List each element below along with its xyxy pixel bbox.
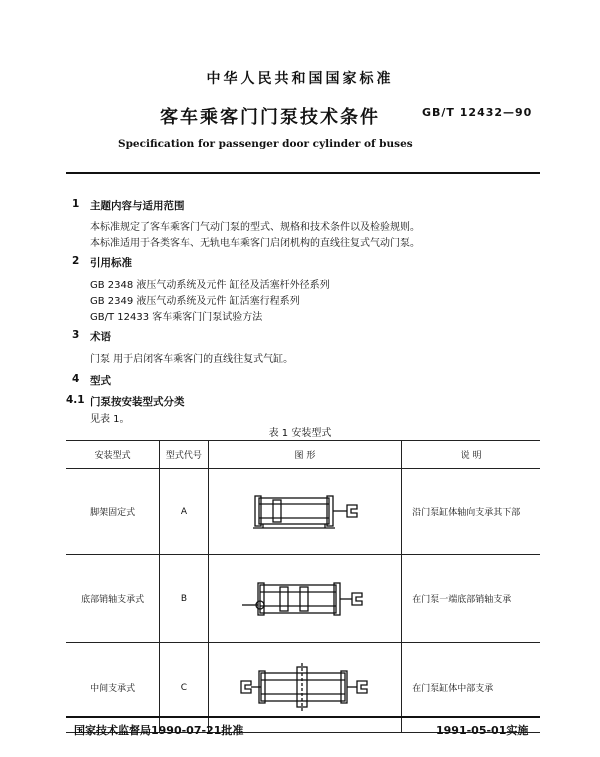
- term-definition: 门泵 用于启闭客车乘客门的直线往复式气缸。: [90, 354, 294, 365]
- table-header-row: [66, 441, 540, 469]
- national-standard-heading: 中华人民共和国国家标准: [206, 71, 394, 87]
- section-4-1-heading: 门泵按安装型式分类: [90, 396, 185, 408]
- section-1-paragraph-1: 本标准规定了客车乘客门气动门泵的型式、规格和技术条件以及检验规则。: [90, 222, 420, 233]
- row-a-figure: [208, 469, 401, 555]
- effective-date: 1991-05-01实施: [436, 724, 529, 737]
- row-b-figure: [208, 555, 401, 643]
- header-install-type: 安装型式: [66, 441, 160, 469]
- table-row: [66, 469, 540, 555]
- section-4-number: 4: [72, 373, 80, 385]
- english-title: Specification for passenger door cylinder of buses: [118, 138, 413, 150]
- section-1-number: 1: [72, 198, 80, 210]
- section-1-paragraph-2: 本标准适用于各类客车、无轨电车乘客门启闭机构的直线往复式气动门泵。: [90, 238, 420, 249]
- header-type-code: 型式代号: [160, 441, 209, 469]
- reference-gbt12433: GB/T 12433 客车乘客门门泵试验方法: [90, 312, 263, 323]
- reference-gb2349: GB 2349 液压气动系统及元件 缸活塞行程系列: [90, 296, 300, 307]
- mid-support-cylinder-drawing: [235, 663, 375, 713]
- standard-number: GB/T 12432—90: [422, 106, 533, 119]
- section-1-heading: 主题内容与适用范围: [90, 200, 185, 212]
- table-row: [66, 643, 540, 733]
- row-c-type: 中间支承式: [66, 643, 160, 733]
- header-description: 说 明: [402, 441, 540, 469]
- row-a-description: 沿门泵缸体轴向支承其下部: [402, 469, 540, 555]
- bottom-pin-cylinder-drawing: [240, 577, 370, 621]
- approval-date: 国家技术监督局1990-07-21批准: [74, 724, 244, 737]
- row-c-description: 在门泵缸体中部支承: [402, 643, 540, 733]
- section-3-heading: 术语: [90, 331, 111, 343]
- installation-type-table: [66, 440, 540, 733]
- row-b-description: 在门泵一端底部销轴支承: [402, 555, 540, 643]
- row-b-code: B: [160, 555, 209, 643]
- table-caption: 表 1 安装型式: [268, 428, 332, 439]
- header-rule: [66, 172, 540, 174]
- row-a-code: A: [160, 469, 209, 555]
- row-b-type: 底部销轴支承式: [66, 555, 160, 643]
- section-4-heading: 型式: [90, 375, 111, 387]
- section-4-1-number: 4.1: [66, 394, 85, 406]
- see-table-note: 见表 1。: [90, 414, 130, 425]
- document-title: 客车乘客门门泵技术条件: [160, 107, 380, 128]
- section-2-number: 2: [72, 255, 80, 267]
- section-3-number: 3: [72, 329, 80, 341]
- section-2-heading: 引用标准: [90, 257, 132, 269]
- row-c-figure: [208, 643, 401, 733]
- footer-rule: [66, 716, 540, 718]
- row-c-code: C: [160, 643, 209, 733]
- row-a-type: 脚架固定式: [66, 469, 160, 555]
- foot-mounted-cylinder-drawing: [245, 490, 365, 534]
- table-row: [66, 555, 540, 643]
- reference-gb2348: GB 2348 液压气动系统及元件 缸径及活塞杆外径系列: [90, 280, 330, 291]
- header-figure: 图 形: [208, 441, 401, 469]
